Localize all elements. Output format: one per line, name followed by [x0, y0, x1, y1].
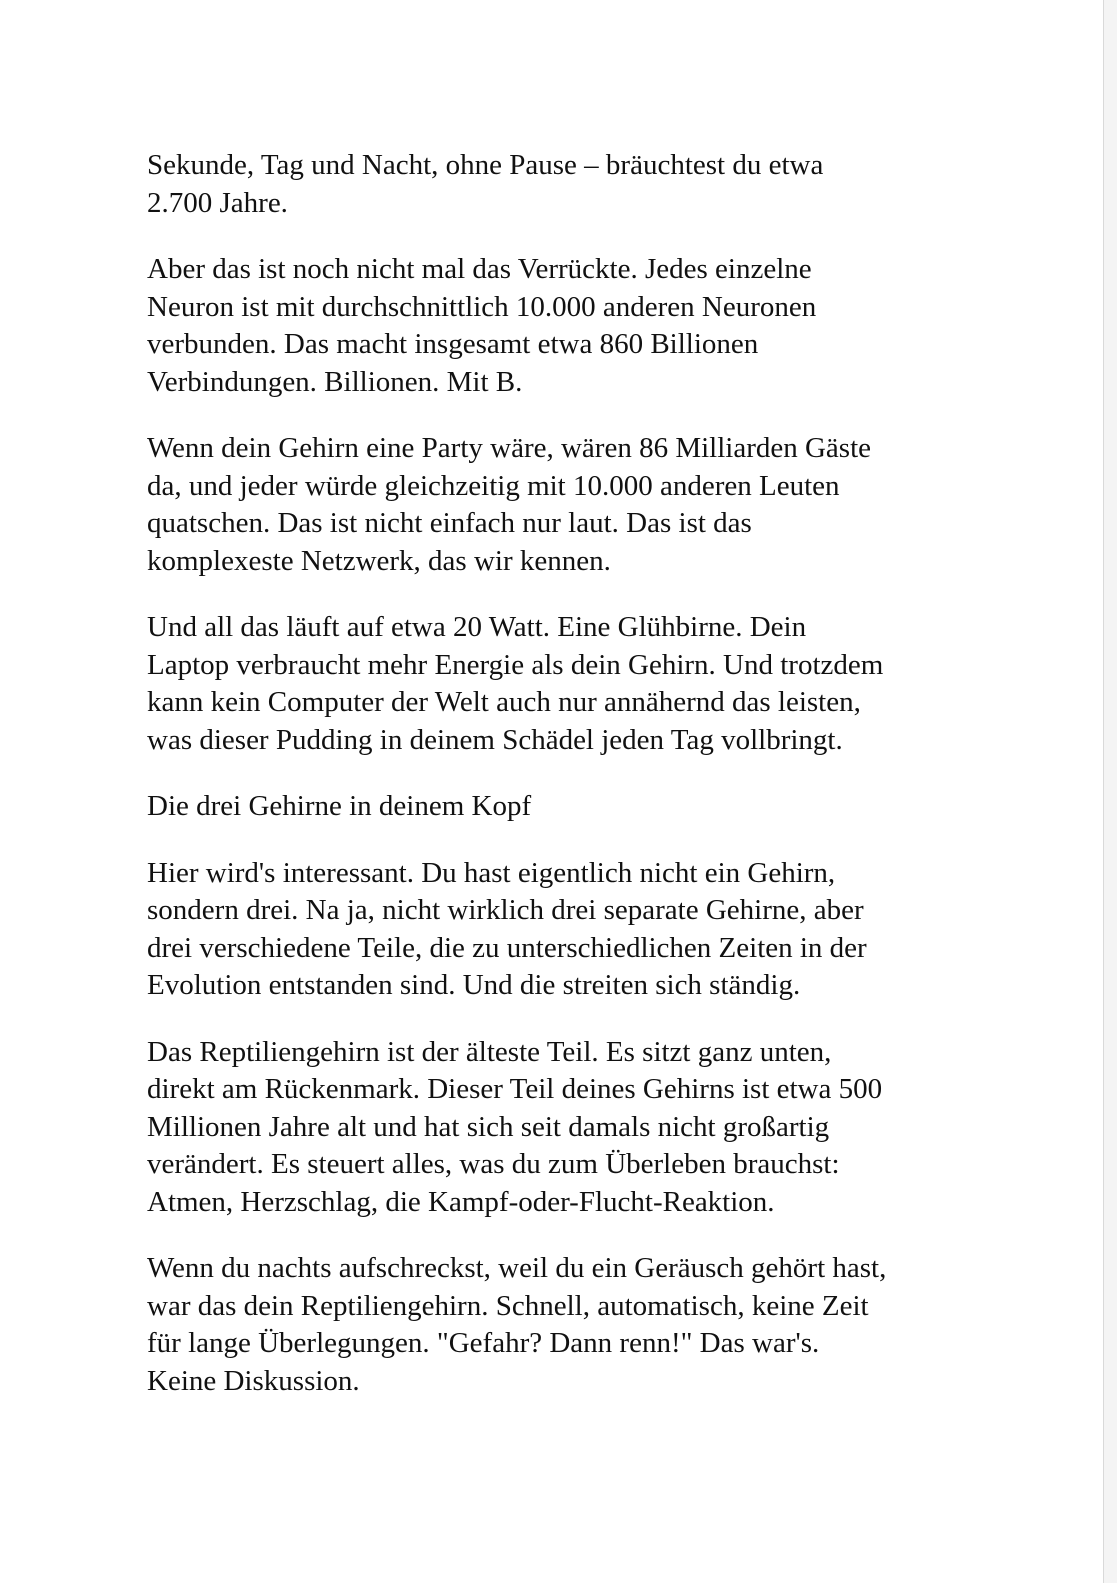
text-line: war das dein Reptiliengehirn. Schnell, automatisch, keine Zeit: [147, 1289, 869, 1322]
text-line: Neuron ist mit durchschnittlich 10.000 anderen Neuronen: [147, 290, 817, 323]
text-line: Evolution entstanden sind. Und die streiten sich ständig.: [147, 969, 801, 1001]
text-line: Laptop verbraucht mehr Energie als dein Gehirn. Und trotzdem: [147, 648, 884, 681]
text-line: verändert. Es steuert alles, was du zum Überleben brauchst:: [147, 1148, 840, 1180]
text-line: Und all das läuft auf etwa 20 Watt. Eine Glühbirne. Dein: [147, 611, 807, 643]
text-line: sondern drei. Na ja, nicht wirklich drei separate Gehirne, aber: [147, 894, 864, 926]
text-line: Aber das ist noch nicht mal das Verrückte. Jedes einzelne: [147, 253, 812, 285]
text-line: Atmen, Herzschlag, die Kampf-oder-Flucht-Reaktion.: [147, 1185, 775, 1218]
text-line: Keine Diskussion.: [147, 1364, 360, 1397]
text-line: Millionen Jahre alt und hat sich seit damals nicht großartig: [147, 1110, 830, 1143]
paragraph: [147, 147, 977, 222]
text-line: Sekunde, Tag und Nacht, ohne Pause – bräuchtest du etwa: [147, 149, 824, 181]
text-line: Wenn du nachts aufschreckst, weil du ein Geräusch gehört hast,: [147, 1252, 887, 1284]
paragraph: [147, 251, 977, 401]
section-heading: [147, 788, 977, 826]
paragraph: [147, 609, 977, 759]
text-line: Das Reptiliengehirn ist der älteste Teil. Es sitzt ganz unten,: [147, 1035, 832, 1068]
text-line: Wenn dein Gehirn eine Party wäre, wären 86 Milliarden Gäste: [147, 432, 872, 464]
paragraph: [147, 1034, 977, 1222]
text-line: was dieser Pudding in deinem Schädel jeden Tag vollbringt.: [147, 723, 843, 756]
text-line: Die drei Gehirne in deinem Kopf: [147, 790, 532, 822]
paragraph: [147, 1250, 977, 1400]
text-line: 2.700 Jahre.: [147, 186, 288, 219]
text-line: für lange Überlegungen. "Gefahr? Dann renn!" Das war's.: [147, 1327, 820, 1359]
text-line: quatschen. Das ist nicht einfach nur laut. Das ist das: [147, 507, 752, 539]
text-line: komplexeste Netzwerk, das wir kennen.: [147, 544, 611, 577]
document-body: [147, 147, 977, 1429]
text-line: Verbindungen. Billionen. Mit B.: [147, 365, 523, 398]
paragraph: [147, 855, 977, 1005]
paragraph: [147, 430, 977, 580]
text-line: da, und jeder würde gleichzeitig mit 10.000 anderen Leuten: [147, 469, 840, 502]
text-line: drei verschiedene Teile, die zu unterschiedlichen Zeiten in der: [147, 931, 867, 964]
page-edge: [1104, 0, 1117, 1583]
text-line: Hier wird's interessant. Du hast eigentlich nicht ein Gehirn,: [147, 856, 836, 889]
text-line: verbunden. Das macht insgesamt etwa 860 Billionen: [147, 328, 759, 360]
text-line: direkt am Rückenmark. Dieser Teil deines Gehirns ist etwa 500: [147, 1073, 883, 1105]
text-line: kann kein Computer der Welt auch nur annähernd das leisten,: [147, 686, 861, 718]
